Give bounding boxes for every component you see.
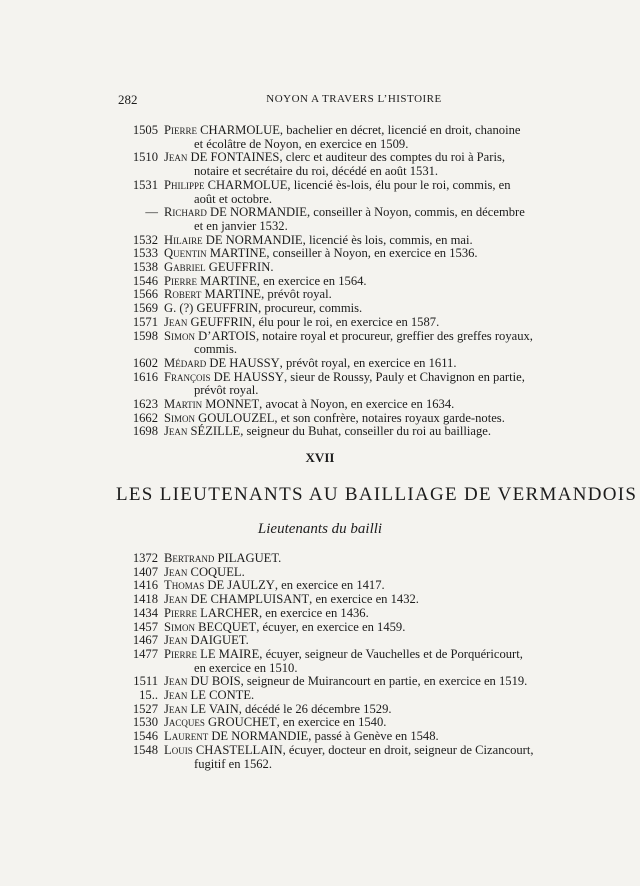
- entry-year: 1538: [132, 260, 158, 275]
- entry-detail: en exercice en 1436.: [265, 605, 369, 620]
- entry-name: Jean COQUEL.: [164, 564, 245, 579]
- entry-year: 1510: [132, 150, 158, 165]
- entry-detail: élu pour le roi, en exercice en 1587.: [258, 314, 440, 329]
- section-number: XVII: [305, 450, 335, 465]
- entry-year: 1566: [132, 287, 158, 302]
- entry-text: [164, 261, 598, 275]
- entry-text: [164, 689, 598, 703]
- entry-name: Jean LE VAIN: [164, 701, 239, 716]
- entry-name: Pierre MARTINE: [164, 273, 257, 288]
- entry-text: Jean LE VAIN, décédé le 26 décembre 1529.: [164, 701, 392, 716]
- entry-text: Louis CHASTELLAIN, écuyer, docteur en droit, seigneur de Cizancourt, fugitif en 1562.: [164, 744, 598, 771]
- entry-detail: prévôt royal.: [194, 383, 259, 398]
- subsection-title: Lieutenants du bailli: [257, 521, 383, 537]
- entry-year: 1530: [132, 715, 158, 730]
- entry-year: —: [145, 205, 158, 220]
- entry-year: 1623: [132, 397, 158, 412]
- entry-name: Robert MARTINE: [164, 287, 262, 302]
- entry-detail: procureur, commis.: [264, 301, 363, 316]
- entry-text: Richard DE NORMANDIE, conseiller à Noyon, commis, en décembre et en janvier 1532.: [164, 206, 598, 233]
- entry-name: Gabriel GEUFFRIN.: [164, 260, 274, 275]
- list-entry: [118, 288, 598, 302]
- entry-year: 1571: [132, 314, 158, 329]
- list-entry: [118, 124, 598, 151]
- entry-text: Jean GEUFFRIN, élu pour le roi, en exercice en 1587.: [164, 314, 440, 329]
- entry-name: Martin MONNET: [164, 397, 260, 412]
- lieutenants-list: [118, 552, 598, 771]
- entry-text: Jean DU BOIS, seigneur de Muirancourt en partie, en exercice en 1519.: [164, 674, 528, 689]
- entry-text: G. (?) GEUFFRIN, procureur, commis.: [164, 301, 363, 316]
- list-entry: [118, 744, 598, 771]
- entry-detail: seigneur du Buhat, conseiller du roi au bailliage.: [246, 424, 491, 439]
- entry-name: Laurent DE NORMANDIE: [164, 729, 309, 744]
- entry-year: 1416: [132, 578, 158, 593]
- list-entry: [118, 566, 598, 580]
- entry-name: Jean DE CHAMPLUISANT: [164, 592, 310, 607]
- entry-year: 1407: [132, 564, 158, 579]
- entry-detail: écuyer, seigneur de Vauchelles et de Porquéricourt,: [265, 646, 523, 661]
- list-entry: [118, 634, 598, 648]
- entry-detail: passé à Genève en 1548.: [314, 729, 439, 744]
- entry-name: Philippe CHARMOLUE: [164, 177, 288, 192]
- entry-year: 1457: [132, 619, 158, 634]
- entry-name: Jean LE CONTE.: [164, 688, 255, 703]
- entry-name: Hilaire DE NORMANDIE: [164, 232, 303, 247]
- entry-detail: décédé le 26 décembre 1529.: [245, 701, 392, 716]
- entry-name: Simon D’ARTOIS: [164, 328, 256, 343]
- list-entry: [118, 621, 598, 635]
- entry-detail: en exercice en 1510.: [194, 660, 298, 675]
- list-entry: [118, 357, 598, 371]
- entry-name: Jean GEUFFRIN: [164, 314, 253, 329]
- entry-name: Pierre CHARMOLUE: [164, 123, 280, 137]
- entry-text: Pierre CHARMOLUE, bachelier en décret, licencié en droit, chanoine et écolâtre de Noyon, en exercice en 1509.: [164, 124, 598, 151]
- list-entry: [118, 247, 598, 261]
- entry-detail: écuyer, en exercice en 1459.: [262, 619, 406, 634]
- entry-year: 1531: [132, 177, 158, 192]
- entry-text: Thomas DE JAULZY, en exercice en 1417.: [164, 578, 385, 593]
- list-entry: [118, 398, 598, 412]
- entry-text: Simon D’ARTOIS, notaire royal et procureur, greffier des greffes royaux, commis.: [164, 330, 598, 357]
- entry-detail: en exercice en 1540.: [282, 715, 387, 730]
- list-entry: [118, 579, 598, 593]
- entry-text: Jacques GROUCHET, en exercice en 1540.: [164, 715, 387, 730]
- entry-year: 1546: [132, 273, 158, 288]
- entry-detail: prévôt royal.: [267, 287, 332, 302]
- entry-text: Philippe CHARMOLUE, licencié ès-lois, élu pour le roi, commis, en août et octobre.: [164, 179, 598, 206]
- entry-detail: notaire et secrétaire du roi, décédé en août 1531.: [194, 164, 439, 179]
- entry-detail: conseiller à Noyon, commis, en décembre: [313, 205, 525, 220]
- entry-year: 1616: [132, 369, 158, 384]
- entry-text: Simon GOULOUZEL, et son confrère, notaires royaux garde-notes.: [164, 410, 505, 425]
- list-entry: [118, 716, 598, 730]
- officers-list: [118, 124, 598, 439]
- entry-text: François DE HAUSSY, sieur de Roussy, Pauly et Chavignon en partie, prévôt royal.: [164, 371, 598, 398]
- entry-year: 1533: [132, 246, 158, 261]
- entry-name: G. (?) GEUFFRIN: [164, 301, 259, 316]
- list-entry: [118, 316, 598, 330]
- running-title: NOYON A TRAVERS L’HISTOIRE: [266, 93, 442, 105]
- list-entry: [118, 261, 598, 275]
- running-head: [118, 92, 590, 108]
- list-entry: [118, 151, 598, 178]
- entry-year: 15..: [139, 688, 158, 703]
- list-entry: [118, 412, 598, 426]
- entry-year: 1477: [132, 646, 158, 661]
- entry-text: [164, 634, 598, 648]
- entry-name: Jean DAIGUET.: [164, 633, 249, 648]
- entry-text: Pierre LE MAIRE, écuyer, seigneur de Vauchelles et de Porquéricourt, en exercice en 1510.: [164, 648, 598, 675]
- list-entry: [118, 552, 598, 566]
- entry-detail: fugitif en 1562.: [194, 756, 272, 771]
- entry-year: 1527: [132, 701, 158, 716]
- entry-detail: et son confrère, notaires royaux garde-notes.: [280, 410, 505, 425]
- entry-detail: licencié ès lois, commis, en mai.: [308, 232, 473, 247]
- list-entry: [118, 302, 598, 316]
- list-entry: [118, 593, 598, 607]
- list-entry: [118, 275, 598, 289]
- entry-year: 1546: [132, 729, 158, 744]
- list-entry: [118, 206, 598, 233]
- entry-detail: notaire royal et procureur, greffier des greffes royaux,: [262, 328, 533, 343]
- entry-name: Quentin MARTINE: [164, 246, 267, 261]
- entry-detail: en exercice en 1417.: [281, 578, 385, 593]
- entry-detail: et en janvier 1532.: [194, 218, 288, 233]
- list-entry: [118, 179, 598, 206]
- entry-text: Laurent DE NORMANDIE, passé à Genève en 1548.: [164, 729, 439, 744]
- entry-year: 1418: [132, 592, 158, 607]
- entry-year: 1505: [132, 123, 158, 137]
- entry-year: 1569: [132, 301, 158, 316]
- entry-detail: et écolâtre de Noyon, en exercice en 1509.: [194, 136, 409, 151]
- entry-text: Hilaire DE NORMANDIE, licencié ès lois, commis, en mai.: [164, 232, 473, 247]
- entry-name: Pierre LE MAIRE: [164, 646, 260, 661]
- entry-year: 1372: [132, 551, 158, 565]
- entry-text: [164, 566, 598, 580]
- entry-name: Jean SÉZILLE: [164, 424, 241, 439]
- entry-year: 1434: [132, 605, 158, 620]
- entry-detail: sieur de Roussy, Pauly et Chavignon en partie,: [290, 369, 525, 384]
- list-entry: [118, 330, 598, 357]
- entry-year: 1467: [132, 633, 158, 648]
- section-title: LES LIEUTENANTS AU BAILLIAGE DE VERMANDOIS: [116, 484, 638, 505]
- entry-text: Quentin MARTINE, conseiller à Noyon, en exercice en 1536.: [164, 246, 478, 261]
- list-entry: [118, 703, 598, 717]
- entry-detail: clerc et auditeur des comptes du roi à Paris,: [285, 150, 506, 165]
- entry-year: 1511: [133, 674, 158, 689]
- entry-detail: avocat à Noyon, en exercice en 1634.: [265, 397, 455, 412]
- entry-name: Jean DU BOIS: [164, 674, 241, 689]
- entry-year: 1698: [132, 424, 158, 439]
- list-entry: [118, 689, 598, 703]
- entry-detail: prévôt royal, en exercice en 1611.: [285, 355, 457, 370]
- entry-detail: en exercice en 1564.: [263, 273, 367, 288]
- entry-detail: conseiller à Noyon, en exercice en 1536.: [272, 246, 478, 261]
- entry-text: Robert MARTINE, prévôt royal.: [164, 287, 332, 302]
- entry-year: 1602: [132, 355, 158, 370]
- entry-text: Jean SÉZILLE, seigneur du Buhat, conseiller du roi au bailliage.: [164, 424, 491, 439]
- list-entry: [118, 675, 598, 689]
- list-entry: [118, 607, 598, 621]
- list-entry: [118, 371, 598, 398]
- entry-text: Simon BECQUET, écuyer, en exercice en 1459.: [164, 619, 406, 634]
- list-entry: [118, 425, 598, 439]
- entry-name: Jacques GROUCHET: [164, 715, 277, 730]
- entry-name: Bertrand PILAGUET.: [164, 551, 282, 565]
- list-entry: [118, 234, 598, 248]
- entry-name: Jean DE FONTAINES: [164, 150, 280, 165]
- entry-year: 1548: [132, 742, 158, 757]
- entry-detail: seigneur de Muirancourt en partie, en exercice en 1519.: [246, 674, 528, 689]
- entry-text: Médard DE HAUSSY, prévôt royal, en exercice en 1611.: [164, 355, 457, 370]
- entry-detail: août et octobre.: [194, 191, 272, 206]
- entry-text: [164, 552, 598, 566]
- entry-detail: licencié ès-lois, élu pour le roi, commis, en: [293, 177, 511, 192]
- entry-name: François DE HAUSSY: [164, 369, 284, 384]
- entry-year: 1662: [132, 410, 158, 425]
- entry-name: Thomas DE JAULZY: [164, 578, 275, 593]
- entry-detail: écuyer, docteur en droit, seigneur de Cizancourt,: [288, 742, 534, 757]
- entry-text: Pierre MARTINE, en exercice en 1564.: [164, 273, 367, 288]
- list-entry: [118, 730, 598, 744]
- entry-name: Richard DE NORMANDIE: [164, 205, 307, 220]
- entry-detail: commis.: [194, 342, 238, 357]
- entry-detail: bachelier en décret, licencié en droit, chanoine: [286, 123, 521, 137]
- entry-text: Martin MONNET, avocat à Noyon, en exercice en 1634.: [164, 397, 455, 412]
- entry-year: 1532: [132, 232, 158, 247]
- page-number: 282: [118, 92, 138, 107]
- entry-name: Louis CHASTELLAIN: [164, 742, 283, 757]
- entry-name: Pierre LARCHER: [164, 605, 259, 620]
- entry-name: Médard DE HAUSSY: [164, 355, 280, 370]
- entry-name: Simon GOULOUZEL: [164, 410, 275, 425]
- entry-year: 1598: [132, 328, 158, 343]
- entry-name: Simon BECQUET: [164, 619, 257, 634]
- entry-detail: en exercice en 1432.: [315, 592, 419, 607]
- list-entry: [118, 648, 598, 675]
- entry-text: Jean DE CHAMPLUISANT, en exercice en 1432.: [164, 592, 419, 607]
- entry-text: Jean DE FONTAINES, clerc et auditeur des comptes du roi à Paris, notaire et secrétaire du roi, décédé en août 1531.: [164, 151, 598, 178]
- entry-text: Pierre LARCHER, en exercice en 1436.: [164, 605, 369, 620]
